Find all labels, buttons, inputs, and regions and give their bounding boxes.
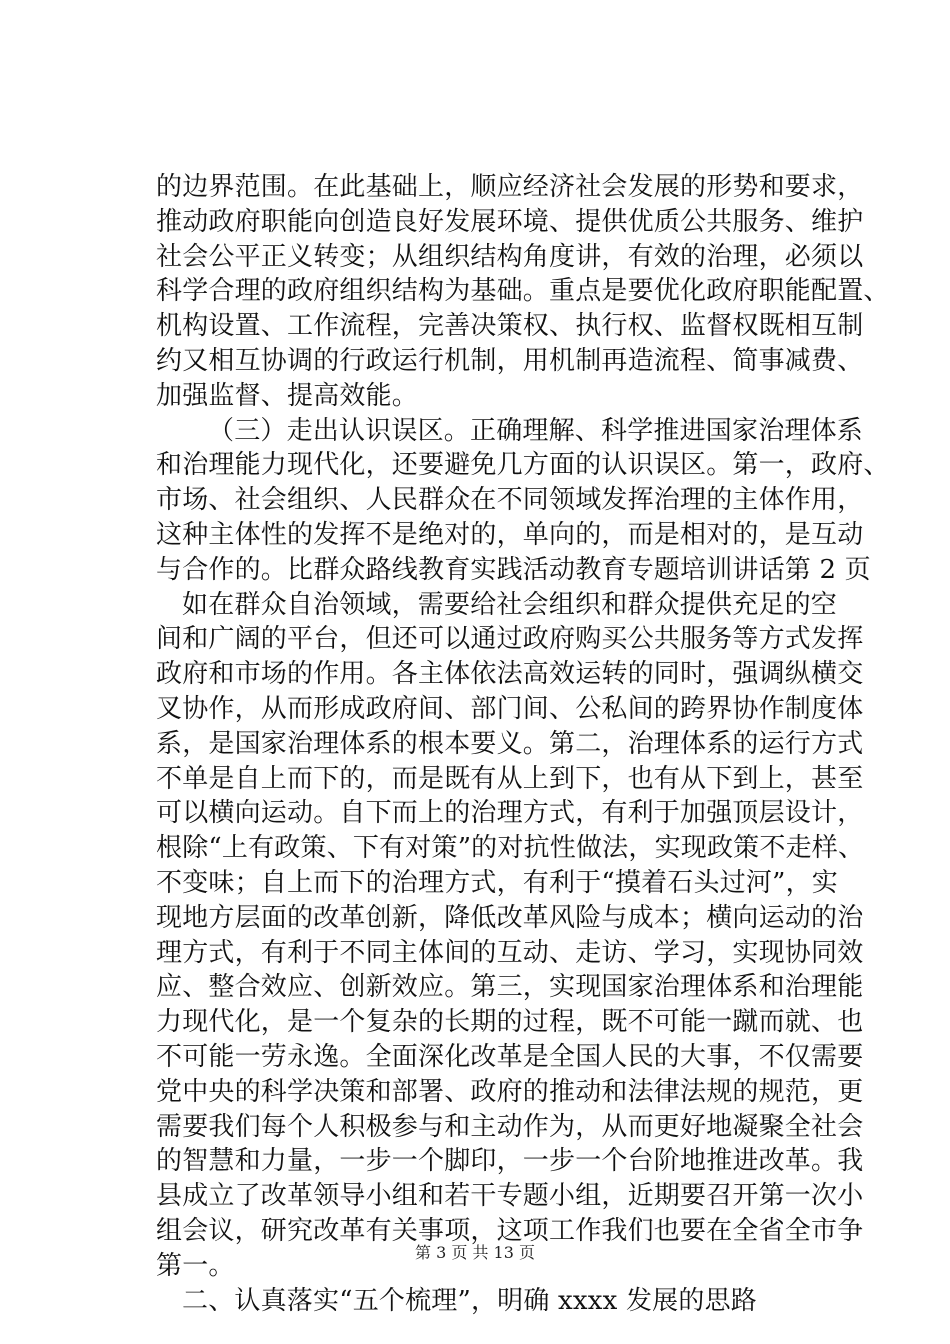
text-line: 约又相互协调的行政运行机制，用机制再造流程、简事减费、 bbox=[156, 345, 864, 376]
document-body bbox=[156, 170, 890, 1318]
text-line: 不变味；自上而下的治理方式，有利于“摸着石头过河”，实 bbox=[156, 867, 838, 898]
section-heading-line: （三）走出认识误区。正确理解、科学推进国家治理体系 bbox=[208, 415, 864, 446]
text-line: 系，是国家治理体系的根本要义。第二，治理体系的运行方式 bbox=[156, 728, 864, 759]
text-line: 可以横向运动。自下而上的治理方式，有利于加强顶层设计， bbox=[156, 798, 864, 829]
page-footer: 第 3 页 共 13 页 bbox=[415, 1243, 535, 1262]
text-line: 党中央的科学决策和部署、政府的推动和法律法规的规范，更 bbox=[156, 1076, 864, 1107]
text-line: 不单是自上而下的，而是既有从上到下，也有从下到上，甚至 bbox=[156, 763, 864, 794]
text-line: 应、整合效应、创新效应。第三，实现国家治理体系和治理能 bbox=[156, 972, 864, 1003]
text-line: 机构设置、工作流程，完善决策权、执行权、监督权既相互制 bbox=[156, 311, 864, 342]
text-line: 的智慧和力量，一步一个脚印，一步一个台阶地推进改革。我 bbox=[156, 1146, 864, 1177]
text-line: 政府和市场的作用。各主体依法高效运转的同时，强调纵横交 bbox=[156, 659, 864, 690]
text-line: 根除“上有政策、下有对策”的对抗性做法，实现政策不走样、 bbox=[156, 833, 865, 864]
text-line: 的边界范围。在此基础上，顺应经济社会发展的形势和要求， bbox=[156, 172, 864, 202]
text-line: 不可能一劳永逸。全面深化改革是全国人民的大事，不仅需要 bbox=[156, 1041, 864, 1072]
text-line: 组会议，研究改革有关事项，这项工作我们也要在全省全市争 bbox=[156, 1215, 864, 1246]
text-line: 推动政府职能向创造良好发展环境、提供优质公共服务、维护 bbox=[156, 206, 864, 237]
text-line: 和治理能力现代化，还要避免几方面的认识误区。第一，政府、 bbox=[156, 450, 890, 481]
text-line: 需要我们每个人积极参与和主动作为，从而更好地凝聚全社会 bbox=[156, 1111, 864, 1142]
text-line: 科学合理的政府组织结构为基础。重点是要优化政府职能配置、 bbox=[156, 276, 890, 307]
paragraph-start-line: 如在群众自治领域，需要给社会组织和群众提供充足的空 bbox=[182, 589, 838, 620]
text-line: 县成立了改革领导小组和若干专题小组，近期要召开第一次小 bbox=[156, 1181, 864, 1212]
text-line: 第一。 bbox=[156, 1250, 235, 1281]
text-line: 加强监督、提高效能。 bbox=[156, 380, 419, 411]
text-line: 社会公平正义转变；从组织结构角度讲，有效的治理，必须以 bbox=[156, 241, 864, 272]
text-line: 与合作的。比群众路线教育实践活动教育专题培训讲话第 2 页 bbox=[156, 554, 871, 585]
text-line: 力现代化，是一个复杂的长期的过程，既不可能一蹴而就、也 bbox=[156, 1007, 864, 1038]
text-line: 叉协作，从而形成政府间、部门间、公私间的跨界协作制度体 bbox=[156, 693, 864, 724]
text-line: 理方式，有利于不同主体间的互动、走访、学习，实现协同效 bbox=[156, 937, 864, 968]
text-line: 现地方层面的改革创新，降低改革风险与成本；横向运动的治 bbox=[156, 902, 864, 933]
text-line: 间和广阔的平台，但还可以通过政府购买公共服务等方式发挥 bbox=[156, 624, 864, 655]
text-line: 市场、社会组织、人民群众在不同领域发挥治理的主体作用， bbox=[156, 485, 864, 516]
section-heading-line: 二、认真落实“五个梳理”，明确 xxxx 发展的思路 bbox=[182, 1285, 757, 1316]
text-line: 这种主体性的发挥不是绝对的，单向的，而是相对的，是互动 bbox=[156, 519, 864, 550]
